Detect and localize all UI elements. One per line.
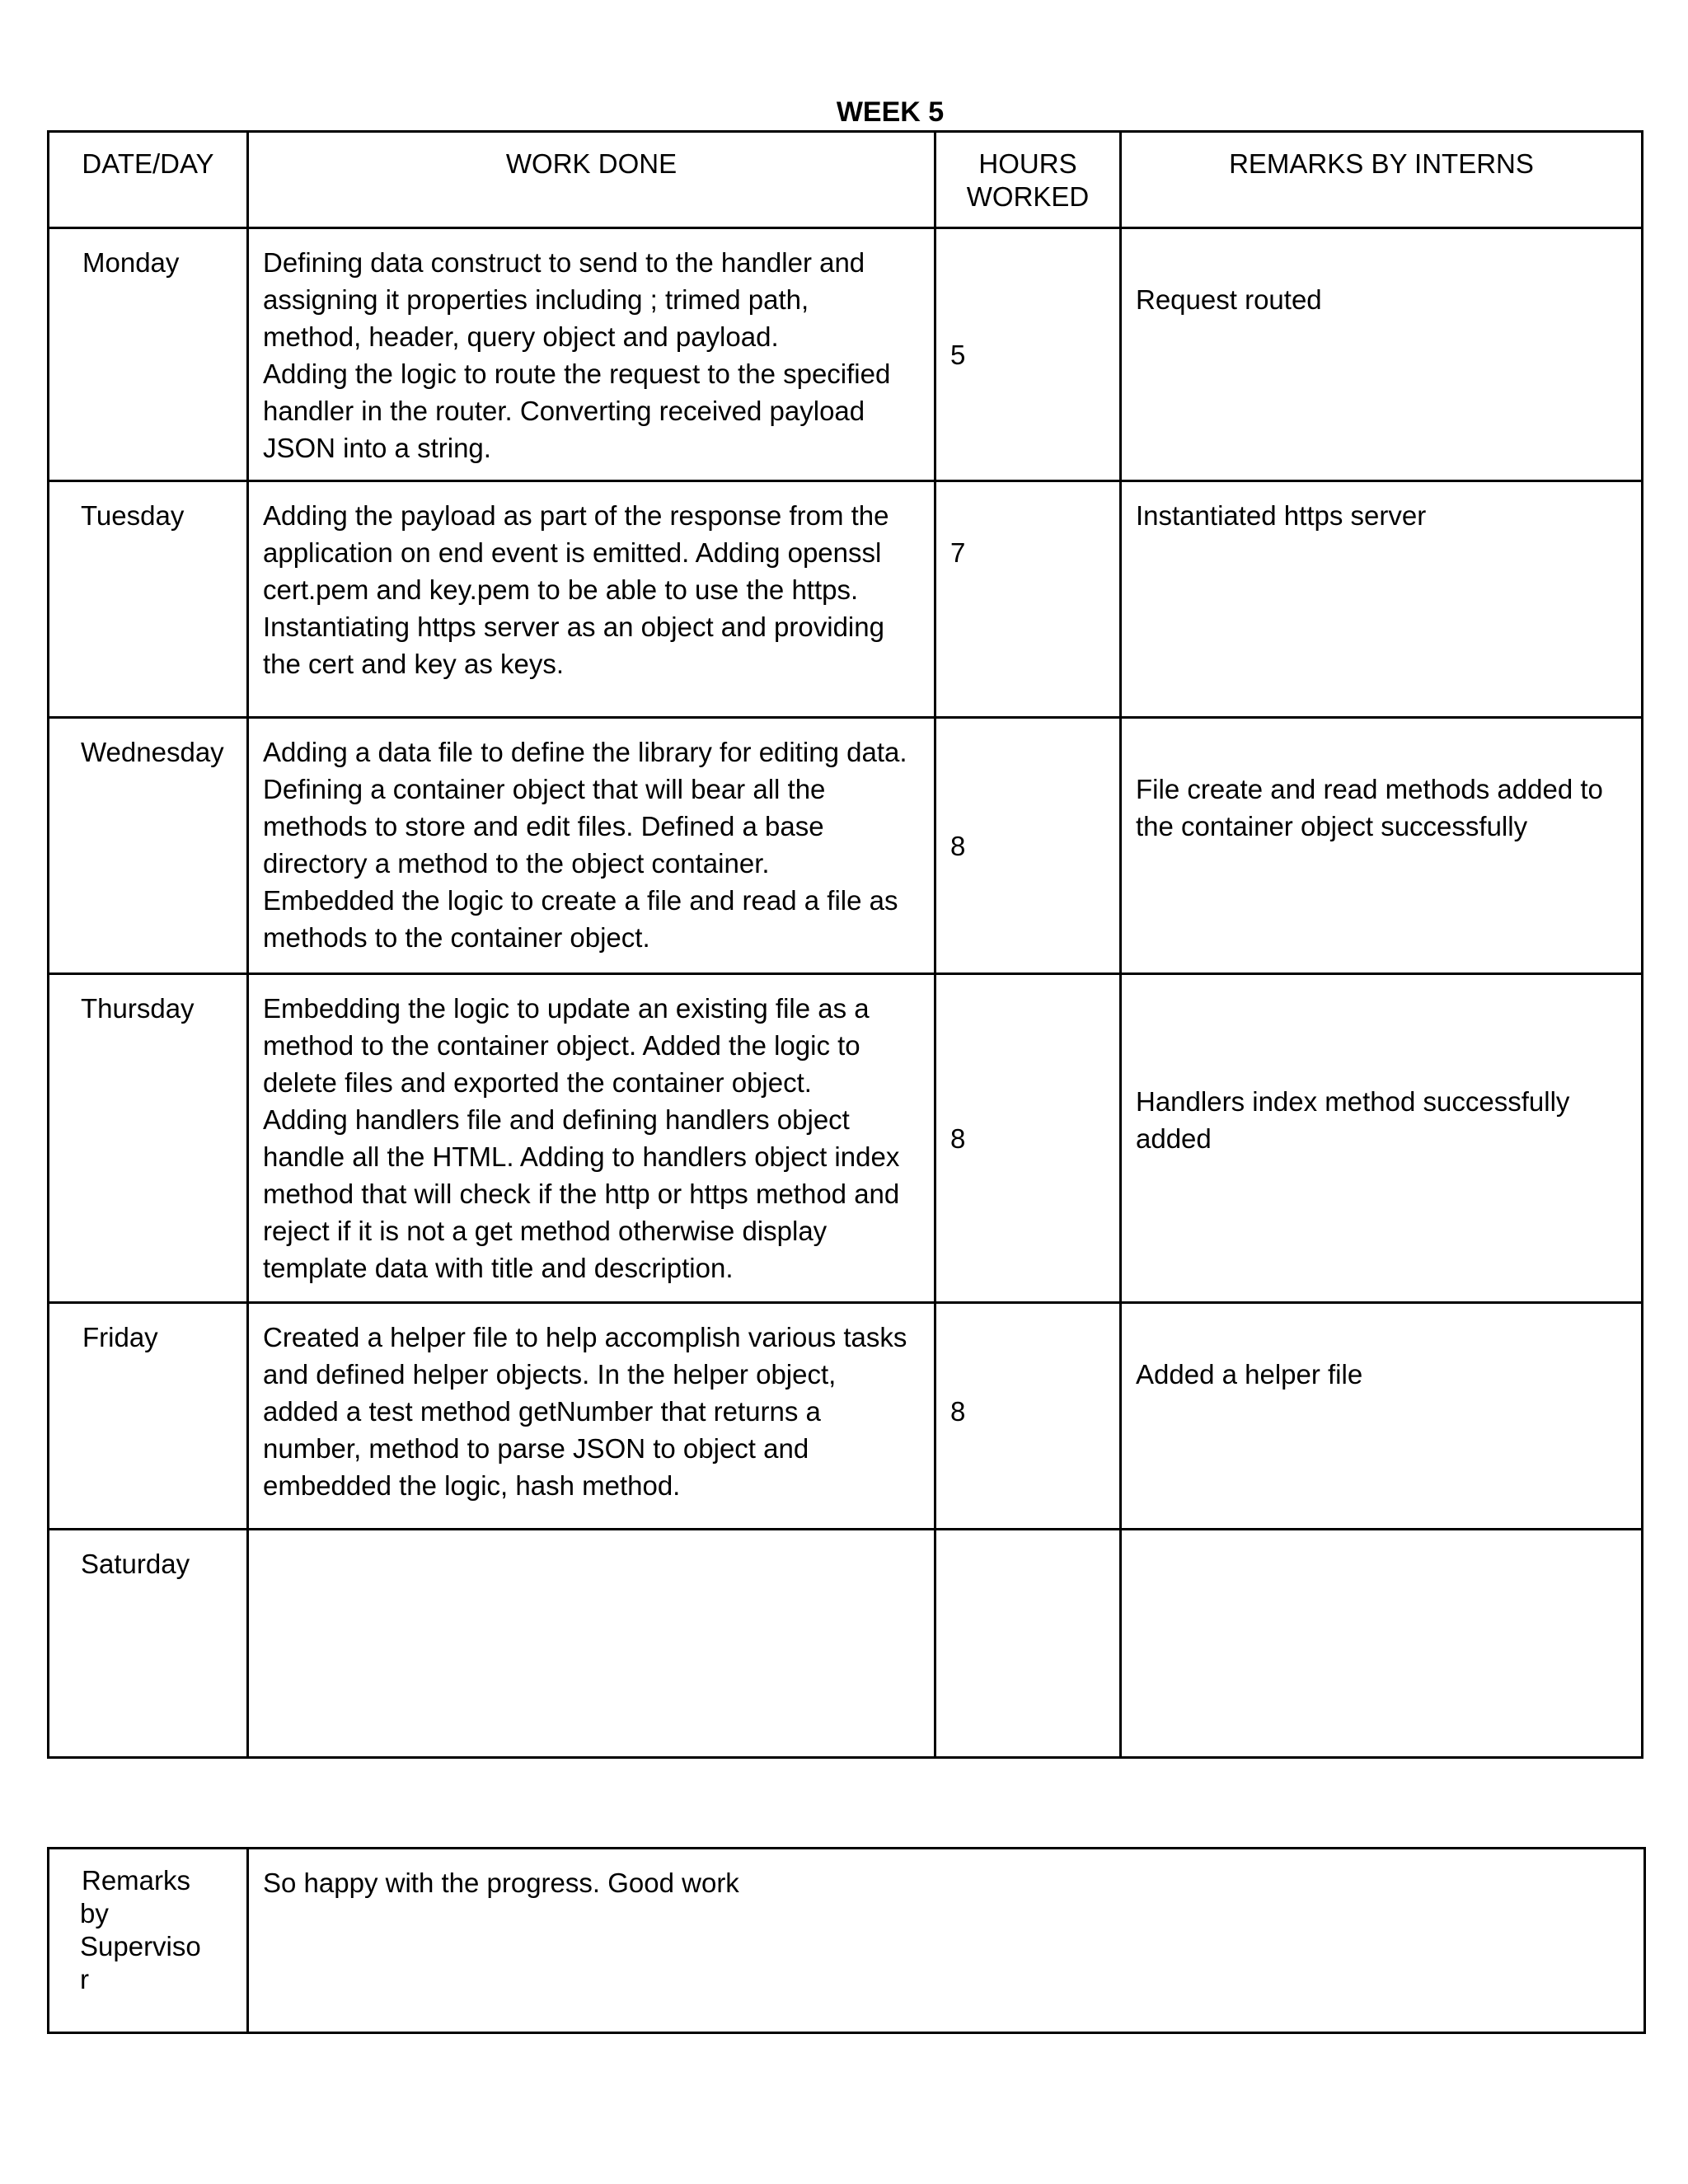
- hours-cell: 7: [935, 481, 1121, 718]
- remarks-cell: [1121, 1303, 1643, 1530]
- remarks-cell: [1121, 228, 1643, 481]
- work-line: handle all the HTML. Adding to handlers object index: [263, 1141, 900, 1172]
- work-line: the cert and key as keys.: [263, 649, 565, 679]
- work-done-cell: [248, 481, 935, 718]
- remarks-line: Handlers index method successfully: [1136, 1085, 1570, 1117]
- supervisor-row: [49, 1849, 1645, 2033]
- table-row: [49, 718, 1643, 974]
- work-line: JSON into a string.: [263, 433, 491, 463]
- work-line: Embedded the logic to create a file and read a file as: [263, 885, 898, 916]
- day-cell: Saturday: [49, 1530, 248, 1758]
- work-done-cell: [248, 1530, 935, 1758]
- header-remarks-by-interns: REMARKS BY INTERNS: [1121, 132, 1643, 228]
- header-hours-worked: [935, 132, 1121, 228]
- page-title: WEEK 5: [836, 96, 945, 128]
- remarks-line: the container object successfully: [1136, 811, 1528, 841]
- remarks-cell: [1121, 1530, 1643, 1758]
- remarks-cell: [1121, 974, 1643, 1303]
- work-line: assigning it properties including ; trimed path,: [263, 284, 809, 315]
- work-line: method to the container object. Added the logic to: [263, 1030, 860, 1061]
- work-done-cell: [248, 718, 935, 974]
- work-line: Defining a container object that will bear all the: [263, 774, 826, 804]
- day-cell: Wednesday: [49, 718, 248, 974]
- day-cell: Tuesday: [49, 481, 248, 718]
- supervisor-label-line: Remarks: [82, 1865, 191, 1896]
- remarks-cell: [1121, 718, 1643, 974]
- work-line: methods to the container object.: [263, 922, 650, 953]
- work-line: added a test method getNumber that returns a: [263, 1396, 821, 1427]
- hours-cell: 5: [935, 228, 1121, 481]
- work-line: Adding the payload as part of the response from the: [263, 500, 889, 531]
- table-row: [49, 1530, 1643, 1758]
- remarks-line: Instantiated https server: [1136, 500, 1427, 531]
- supervisor-label-line: r: [80, 1964, 89, 1994]
- header-hours-line1: HOURS: [978, 148, 1077, 179]
- supervisor-remarks-text: So happy with the progress. Good work: [248, 1849, 1645, 2033]
- hours-cell: [935, 1530, 1121, 1758]
- work-line: Defining data construct to send to the handler and: [263, 247, 865, 278]
- work-line: number, method to parse JSON to object and: [263, 1433, 809, 1464]
- work-done-cell: [248, 1303, 935, 1530]
- work-line: Embedding the logic to update an existing file as a: [263, 993, 870, 1024]
- work-line: template data with title and description.: [263, 1253, 734, 1283]
- work-line: Adding handlers file and defining handlers object: [263, 1104, 850, 1135]
- work-line: and defined helper objects. In the helper object,: [263, 1359, 837, 1390]
- work-line: method, header, query object and payload.: [263, 321, 779, 352]
- work-line: embedded the logic, hash method.: [263, 1470, 681, 1501]
- header-hours-line2: WORKED: [966, 181, 1090, 212]
- hours-cell: 8: [935, 1303, 1121, 1530]
- weekly-log-table: [47, 130, 1643, 1759]
- work-line: handler in the router. Converting received payload: [263, 396, 865, 426]
- hours-cell: 8: [935, 974, 1121, 1303]
- work-line: Adding a data file to define the library for editing data.: [263, 737, 907, 767]
- remarks-cell: [1121, 481, 1643, 718]
- work-line: Created a helper file to help accomplish various tasks: [263, 1322, 907, 1352]
- table-header-row: [49, 132, 1643, 228]
- header-work-done: WORK DONE: [248, 132, 935, 228]
- work-done-cell: [248, 228, 935, 481]
- work-line: directory a method to the object container.: [263, 848, 770, 879]
- work-line: methods to store and edit files. Defined a base: [263, 811, 824, 841]
- day-cell: Thursday: [49, 974, 248, 1303]
- day-cell: Friday: [49, 1303, 248, 1530]
- work-line: reject if it is not a get method otherwise display: [263, 1216, 828, 1246]
- table-row: [49, 481, 1643, 718]
- remarks-line: added: [1136, 1122, 1212, 1154]
- remarks-line: File create and read methods added to: [1136, 774, 1603, 804]
- work-line: Adding the logic to route the request to the specified: [263, 359, 891, 389]
- supervisor-label-line: by: [80, 1898, 109, 1929]
- work-line: Instantiating https server as an object and providing: [263, 612, 884, 642]
- supervisor-remarks-table: [47, 1847, 1646, 2034]
- work-line: application on end event is emitted. Adding openssl: [263, 537, 882, 568]
- table-row: [49, 974, 1643, 1303]
- work-line: method that will check if the http or https method and: [263, 1179, 900, 1209]
- supervisor-label-line: Superviso: [80, 1931, 201, 1961]
- header-date-day: DATE/DAY: [49, 132, 248, 228]
- work-done-cell: [248, 974, 935, 1303]
- remarks-line: Request routed: [1136, 284, 1322, 315]
- remarks-line: Added a helper file: [1136, 1359, 1363, 1390]
- hours-cell: 8: [935, 718, 1121, 974]
- day-cell: Monday: [49, 228, 248, 481]
- table-row: [49, 1303, 1643, 1530]
- work-line: delete files and exported the container object.: [263, 1067, 812, 1098]
- work-line: cert.pem and key.pem to be able to use the https.: [263, 574, 859, 605]
- table-row: [49, 228, 1643, 481]
- supervisor-label: [49, 1849, 248, 2033]
